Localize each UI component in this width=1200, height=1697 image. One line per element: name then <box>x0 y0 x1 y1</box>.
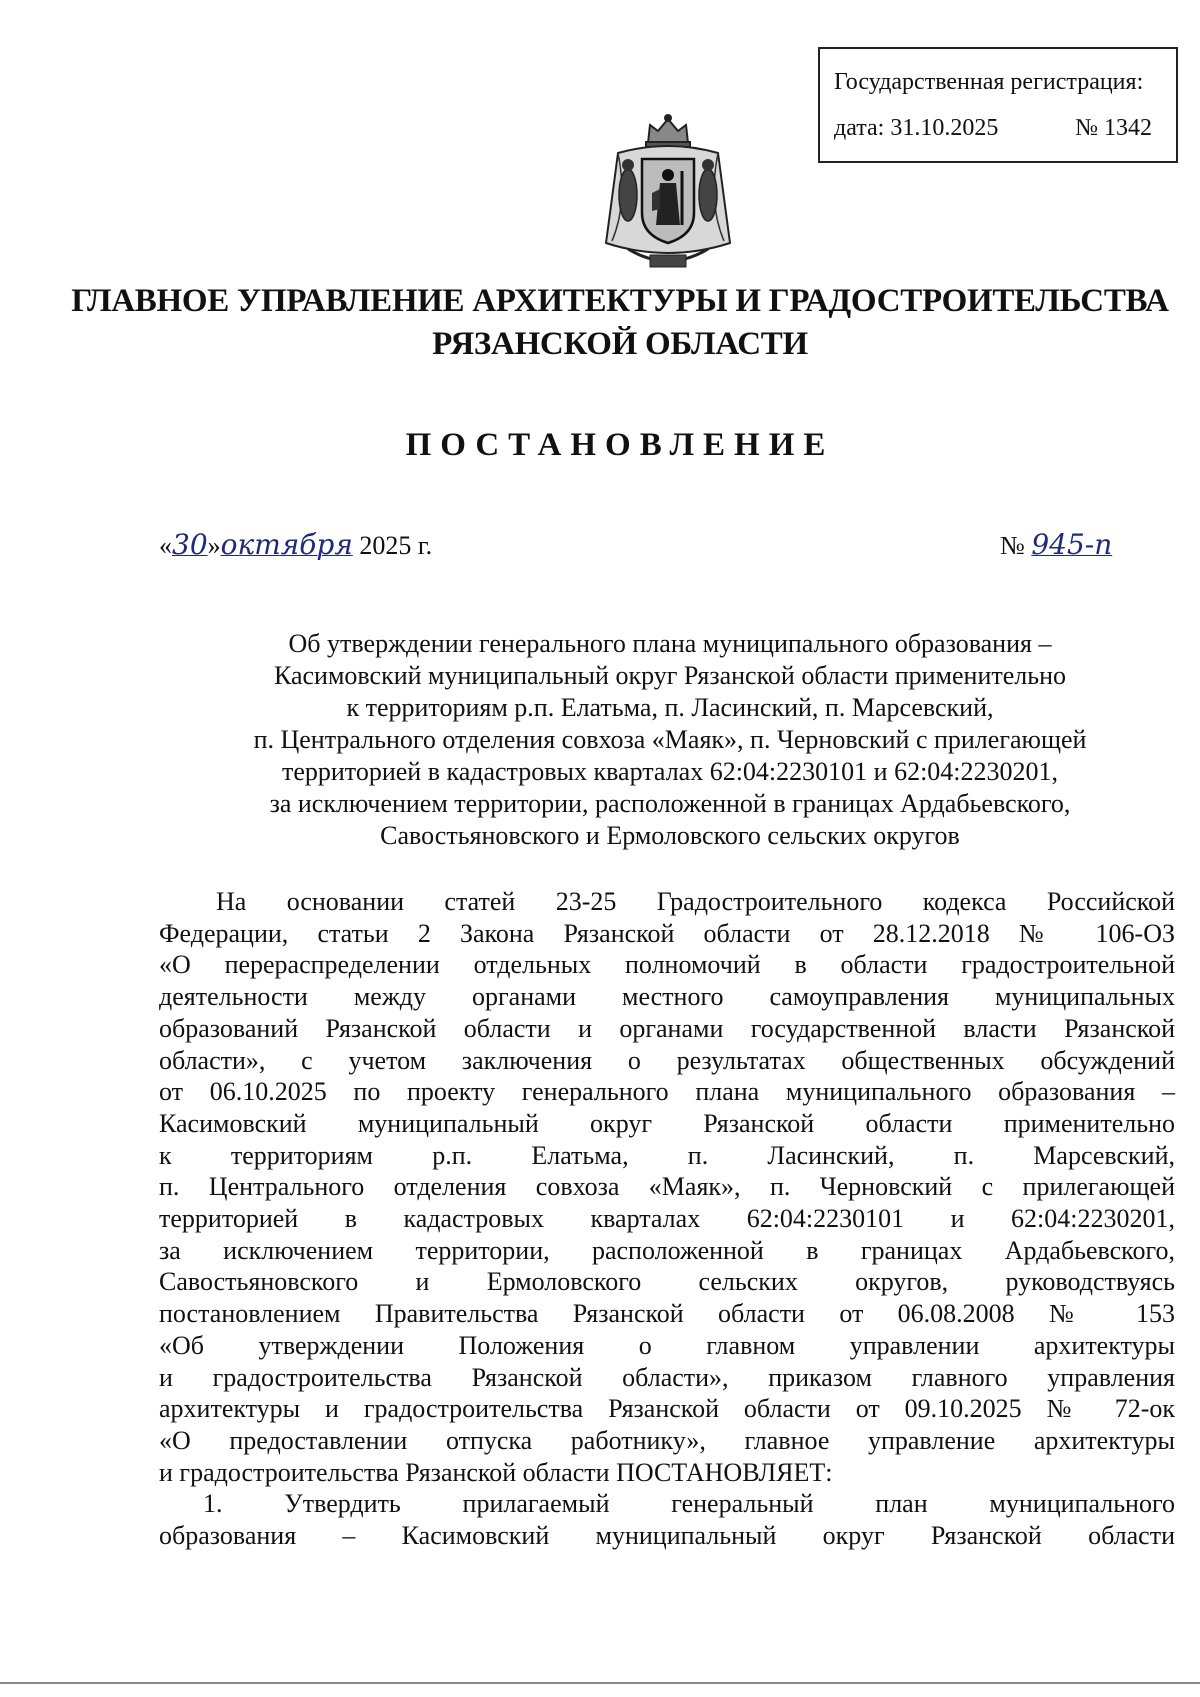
registration-number: № 1342 <box>1075 115 1152 141</box>
body-line: области», с учетом заключения о результатах общественных обсуждений <box>159 1045 1175 1075</box>
subject-line: п. Центрального отделения совхоза «Маяк», п. Черновский с прилегающей <box>253 725 1087 754</box>
organization-name-line1: ГЛАВНОЕ УПРАВЛЕНИЕ АРХИТЕКТУРЫ И ГРАДОСТРОИТЕЛЬСТВА <box>71 283 1169 319</box>
organization-name-line2: РЯЗАНСКОЙ ОБЛАСТИ <box>432 326 808 362</box>
subject-line: Касимовский муниципальный округ Рязанской области применительно <box>273 661 1067 690</box>
body-line: и градостроительства Рязанской области», приказом главного управления <box>159 1362 1175 1392</box>
body-line: и градостроительства Рязанской области ПОСТАНОВЛЯЕТ: <box>159 1457 833 1487</box>
document-type-title: ПОСТАНОВЛЕНИЕ <box>405 427 835 463</box>
body-line: от 06.10.2025 по проекту генерального плана муниципального образования – <box>159 1077 1175 1107</box>
body-line: архитектуры и градостроительства Рязанской области от 09.10.2025 № 72-ок <box>159 1394 1175 1424</box>
body-line: образования – Касимовский муниципальный округ Рязанской области <box>159 1521 1175 1551</box>
registration-stamp <box>818 47 1178 163</box>
subject-line: к территориям р.п. Елатьма, п. Ласинский, п. Марсевский, <box>346 693 994 722</box>
subject-line: Савостьяновского и Ермоловского сельских округов <box>380 821 960 850</box>
subject-line: за исключением территории, расположенной в границах Ардабьевского, <box>269 789 1071 818</box>
body-line: На основании статей 23-25 Градостроительного кодекса Российской <box>216 887 1175 916</box>
date-year: 2025 г. <box>352 531 433 560</box>
registration-date: дата: 31.10.2025 <box>834 115 999 141</box>
body-line-item-1: 1. Утвердить прилагаемый генеральный план муниципального <box>203 1489 1175 1519</box>
body-line: Савостьяновского и Ермоловского сельских округов, руководствуясь <box>159 1267 1175 1297</box>
registration-date-row <box>834 115 1164 142</box>
document-number <box>1000 528 1112 561</box>
body-line: к территориям р.п. Елатьма, п. Ласинский, п. Марсевский, <box>159 1140 1175 1170</box>
body-line: Касимовский муниципальный округ Рязанской области применительно <box>159 1108 1175 1138</box>
body-line: за исключением территории, расположенной в границах Ардабьевского, <box>159 1235 1175 1265</box>
date-month-handwritten: октября <box>220 528 353 561</box>
date-day-handwritten: 30 <box>172 528 208 561</box>
registration-title: Государственная регистрация: <box>834 69 1144 95</box>
body-line: «О предоставлении отпуска работнику», главное управление архитектуры <box>159 1425 1175 1455</box>
document-subject <box>150 628 1190 852</box>
coat-of-arms-icon <box>598 113 738 275</box>
subject-line: территорией в кадастровых кварталах 62:04:2230101 и 62:04:2230201, <box>281 757 1059 786</box>
document-number-prefix: № <box>1000 531 1032 560</box>
document-date <box>159 528 432 561</box>
document-number-handwritten: 945-п <box>1031 528 1113 561</box>
body-line: Федерации, статьи 2 Закона Рязанской области от 28.12.2018 № 106-ОЗ <box>159 918 1175 948</box>
page-bottom-rule <box>0 1682 1200 1684</box>
organization-name <box>0 280 1200 366</box>
body-line: «Об утверждении Положения о главном управлении архитектуры <box>159 1330 1175 1360</box>
date-close-quote: » <box>207 531 221 560</box>
body-line: территорией в кадастровых кварталах 62:04:2230101 и 62:04:2230201, <box>159 1204 1175 1234</box>
document-body <box>159 886 1175 1552</box>
body-line: постановлением Правительства Рязанской области от 06.08.2008 № 153 <box>159 1299 1175 1329</box>
subject-line: Об утверждении генерального плана муниципального образования – <box>288 629 1052 658</box>
body-line: п. Центрального отделения совхоза «Маяк», п. Черновский с прилегающей <box>159 1172 1175 1202</box>
body-line: «О перераспределении отдельных полномочий в области градостроительной <box>159 950 1175 980</box>
date-open-quote: « <box>159 531 172 560</box>
body-line: образований Рязанской области и органами государственной власти Рязанской <box>159 1013 1175 1043</box>
body-line: деятельности между органами местного самоуправления муниципальных <box>159 982 1175 1012</box>
